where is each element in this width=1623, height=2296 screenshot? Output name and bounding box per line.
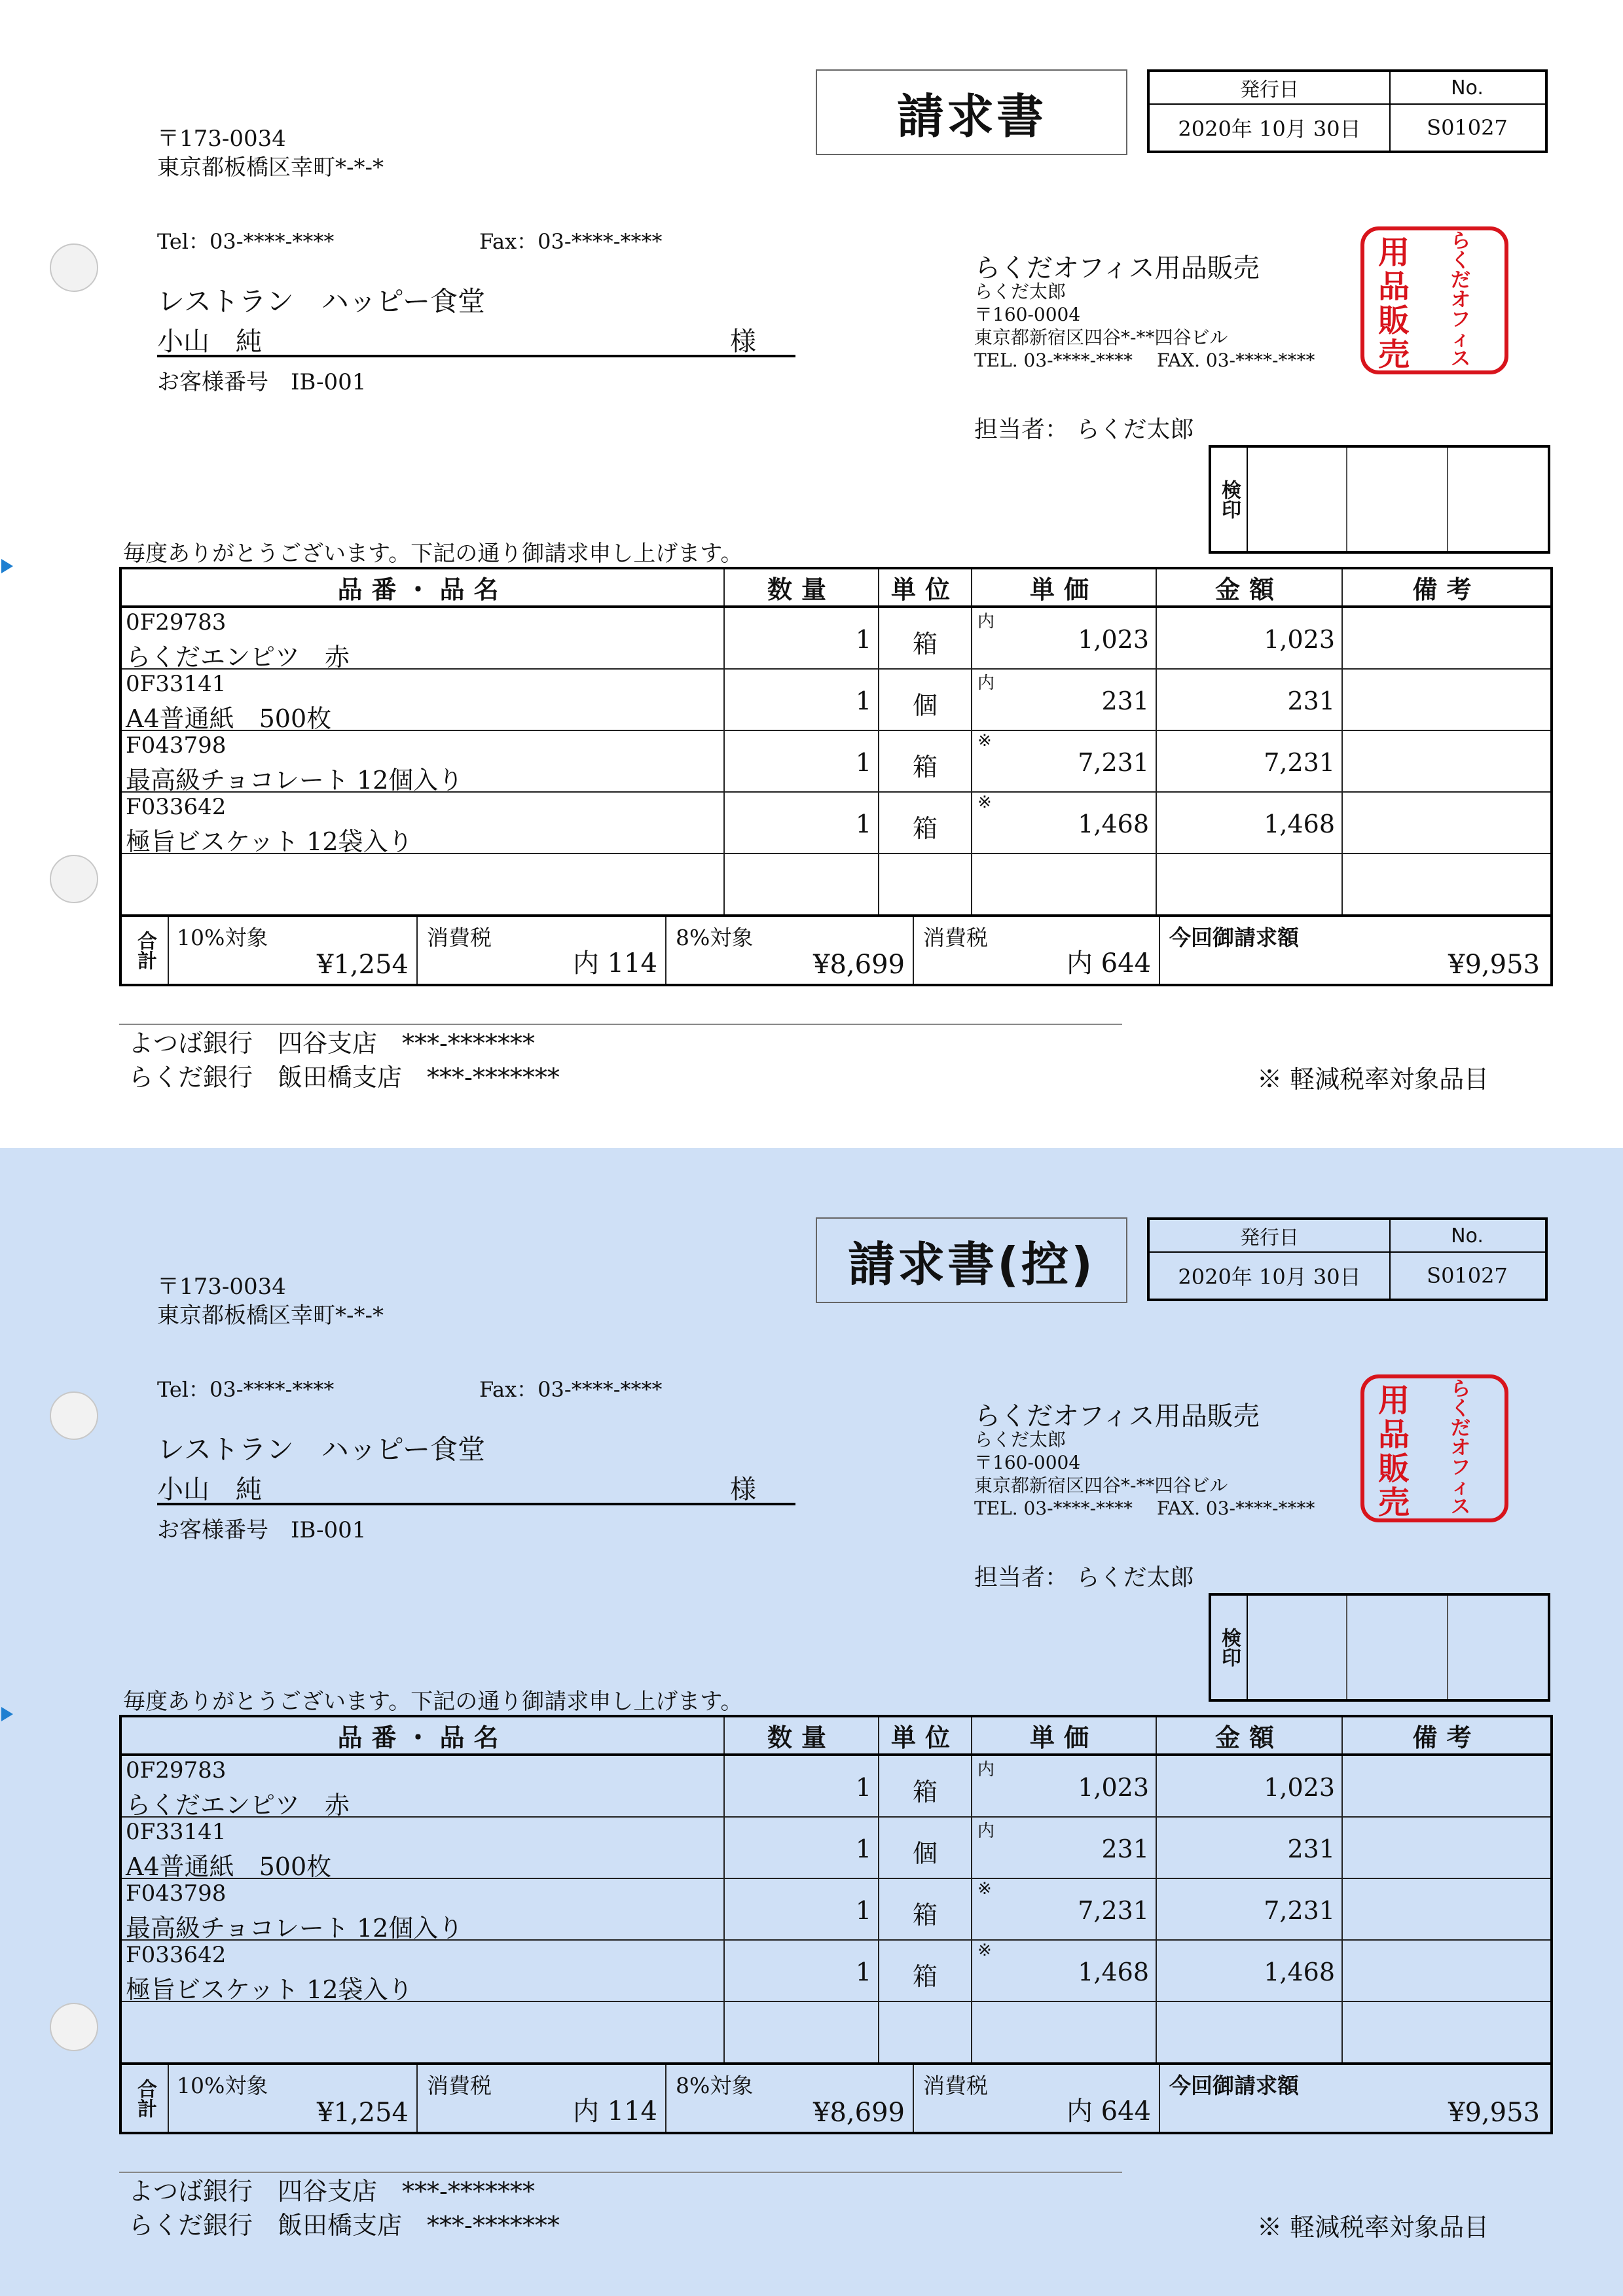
bank-account-2: らくだ銀行 飯田橋支店 ***-*******: [128, 1063, 560, 1092]
item-name: A4普通紙 500枚: [126, 1852, 332, 1881]
tax-mark: ※: [977, 1941, 992, 1960]
bank-divider: [119, 1024, 1122, 1025]
item-price: 7,231: [1078, 1896, 1149, 1925]
greeting-text: 毎度ありがとうございます。下記の通り御請求申し上げます。: [123, 1689, 743, 1715]
tax-2-label: 消費税: [923, 925, 988, 950]
item-code: 0F29783: [126, 609, 227, 636]
item-remarks: [1342, 1878, 1552, 1940]
approval-cell[interactable]: [1347, 448, 1448, 551]
doc-no: S01027: [1427, 1263, 1508, 1288]
col-header-qty: 数量: [724, 1716, 879, 1755]
tax-mark: ※: [977, 1879, 992, 1899]
col-header-unit: 単位: [879, 1716, 972, 1755]
item-amount: 1,023: [1264, 1773, 1335, 1802]
total-10-value: ¥1,254: [317, 2098, 409, 2128]
item-name: 極旨ビスケット 12袋入り: [126, 827, 413, 856]
tax-1-label: 消費税: [427, 2073, 492, 2098]
item-qty: 1: [855, 1958, 871, 1986]
customer-name: 小山 純: [157, 327, 262, 357]
bank-account-1: よつば銀行 四谷支店 ***-*******: [128, 1029, 535, 1058]
invoice-items-table: [119, 1715, 1553, 2134]
bank-account-1: よつば銀行 四谷支店 ***-*******: [128, 2177, 535, 2206]
item-remarks: [1342, 1940, 1552, 2001]
approval-cell[interactable]: [1247, 1596, 1347, 1699]
item-amount: 7,231: [1264, 1896, 1335, 1925]
approval-label: 検印: [1211, 448, 1248, 551]
tax-2-value: 内 644: [1066, 2096, 1151, 2126]
item-remarks: [1342, 607, 1552, 669]
arrow-marker-icon: [1, 1707, 13, 1721]
customer-company: レストラン ハッピー食堂: [157, 1433, 486, 1465]
item-qty: 1: [855, 625, 871, 654]
item-price: 1,023: [1078, 1773, 1149, 1802]
item-name: 最高級チョコレート 12個入り: [126, 766, 464, 795]
issuer-company: らくだオフィス用品販売: [974, 1401, 1260, 1431]
total-8-label: 8%対象: [676, 2073, 754, 2098]
item-remarks: [1342, 1755, 1552, 1817]
item-name: 最高級チョコレート 12個入り: [126, 1914, 464, 1943]
punch-hole-icon: [50, 243, 98, 292]
punch-hole-icon: [50, 1391, 98, 1440]
customer-company: レストラン ハッピー食堂: [157, 285, 486, 317]
item-amount: 231: [1287, 687, 1335, 715]
item-remarks: [1342, 1817, 1552, 1878]
tax-1-label: 消費税: [427, 925, 492, 950]
document-title: 請求書: [816, 69, 1127, 155]
item-name: らくだエンピツ 赤: [126, 643, 350, 672]
table-row: [120, 669, 1552, 730]
item-price: 1,468: [1078, 1958, 1149, 1986]
grand-total-label: 今回御請求額: [1169, 2073, 1299, 2098]
sender-address-block: [157, 124, 384, 182]
totals-label: 合計: [122, 917, 169, 984]
table-row: [120, 1878, 1552, 1940]
tax-2-value: 内 644: [1066, 948, 1151, 978]
tax-2-cell: [914, 917, 1160, 984]
tax-1-value: 内 114: [572, 2096, 657, 2126]
customer-number: お客様番号 IB-001: [157, 369, 367, 395]
bank-accounts: [128, 1026, 560, 1094]
col-header-item: 品番・品名: [120, 568, 724, 607]
item-qty: 1: [855, 748, 871, 777]
total-10-value: ¥1,254: [317, 950, 409, 980]
issue-date-label: 発行日: [1150, 72, 1391, 105]
issuer-address: 東京都新宿区四谷*-**四谷ビル: [974, 327, 1228, 348]
item-name: A4普通紙 500枚: [126, 704, 332, 733]
tax-mark: 内: [977, 673, 995, 693]
table-row: [120, 1817, 1552, 1878]
item-unit: 箱: [912, 753, 938, 781]
issuer-tel-fax: TEL. 03-****-**** FAX. 03-****-****: [974, 350, 1315, 371]
tax-1-cell: [418, 2065, 666, 2132]
grand-total-cell: [1160, 917, 1548, 984]
customer-name-line: [157, 1469, 795, 1505]
doc-no: S01027: [1427, 115, 1508, 140]
col-header-price: 単価: [972, 568, 1156, 607]
col-header-amount: 金額: [1156, 568, 1342, 607]
item-unit: 箱: [912, 1778, 938, 1806]
customer-name: 小山 純: [157, 1475, 262, 1505]
stamp-text-right: ら く だ オ フ ィ ス: [1451, 230, 1470, 370]
bank-accounts: [128, 2174, 560, 2242]
item-amount: 1,468: [1264, 1958, 1335, 1986]
item-qty: 1: [855, 1835, 871, 1863]
issue-date: 2020年 10月 30日: [1150, 1253, 1391, 1299]
col-header-remarks: 備考: [1342, 1716, 1552, 1755]
arrow-marker-icon: [1, 559, 13, 573]
approval-stamp-box: [1209, 445, 1550, 554]
address: 東京都板橋区幸町*-*-*: [157, 154, 384, 181]
item-code: 0F33141: [126, 671, 227, 697]
item-price: 1,468: [1078, 810, 1149, 838]
issuer-person: らくだ太郎: [974, 1429, 1067, 1450]
item-qty: 1: [855, 687, 871, 715]
honorific: 様: [730, 327, 756, 357]
item-code: F043798: [126, 732, 227, 759]
tax-2-cell: [914, 2065, 1160, 2132]
doc-no-label: No.: [1389, 72, 1545, 105]
tel: Tel：03-****-****: [157, 229, 335, 254]
company-seal-stamp: [1360, 226, 1508, 374]
total-10-cell: [168, 917, 418, 984]
stamp-text-left: 用 品 販 売: [1377, 234, 1410, 373]
grand-total-cell: [1160, 2065, 1548, 2132]
issuer-person: らくだ太郎: [974, 281, 1067, 302]
issuer-tel-fax: TEL. 03-****-**** FAX. 03-****-****: [974, 1498, 1315, 1519]
table-row: [120, 1755, 1552, 1817]
total-10-label: 10%対象: [177, 2073, 268, 2098]
col-header-remarks: 備考: [1342, 568, 1552, 607]
reduced-tax-note: ※ 軽減税率対象品目: [1257, 2213, 1489, 2242]
item-price: 231: [1101, 1835, 1149, 1863]
totals-row: [120, 2064, 1552, 2133]
item-remarks: [1342, 792, 1552, 853]
doc-no-label: No.: [1389, 1220, 1545, 1253]
tax-mark: ※: [977, 793, 992, 812]
issue-info-box: [1147, 69, 1548, 153]
approval-cell[interactable]: [1347, 1596, 1448, 1699]
total-8-cell: [666, 2065, 914, 2132]
item-amount: 1,468: [1264, 810, 1335, 838]
item-price: 231: [1101, 687, 1149, 715]
person-in-charge: 担当者： らくだ太郎: [974, 1564, 1194, 1591]
issuer-postal: 〒160-0004: [974, 304, 1081, 325]
tel: Tel：03-****-****: [157, 1377, 335, 1402]
item-code: 0F33141: [126, 1819, 227, 1845]
totals-label: 合計: [122, 2065, 169, 2132]
invoice-copy: [0, 1148, 1623, 2296]
issuer-info: [974, 1428, 1315, 1520]
item-qty: 1: [855, 1773, 871, 1802]
tax-1-cell: [418, 917, 666, 984]
item-amount: 1,023: [1264, 625, 1335, 654]
col-header-amount: 金額: [1156, 1716, 1342, 1755]
greeting-text: 毎度ありがとうございます。下記の通り御請求申し上げます。: [123, 541, 743, 567]
table-row-empty: [120, 2001, 1552, 2064]
col-header-unit: 単位: [879, 568, 972, 607]
honorific: 様: [730, 1475, 756, 1505]
sender-address-block: [157, 1272, 384, 1330]
stamp-text-right: ら く だ オ フ ィ ス: [1451, 1378, 1470, 1518]
approval-stamp-box: [1209, 1593, 1550, 1702]
fax: Fax：03-****-****: [479, 1377, 663, 1402]
tax-1-value: 内 114: [572, 948, 657, 978]
total-8-value: ¥8,699: [813, 950, 905, 980]
item-qty: 1: [855, 810, 871, 838]
col-header-qty: 数量: [724, 568, 879, 607]
item-code: F033642: [126, 794, 227, 820]
approval-cell[interactable]: [1247, 448, 1347, 551]
issue-date-label: 発行日: [1150, 1220, 1391, 1253]
postal-code: 〒173-0034: [157, 126, 286, 152]
item-name: 極旨ビスケット 12袋入り: [126, 1975, 413, 2004]
item-code: F043798: [126, 1880, 227, 1907]
col-header-price: 単価: [972, 1716, 1156, 1755]
item-price: 7,231: [1078, 748, 1149, 777]
bank-account-2: らくだ銀行 飯田橋支店 ***-*******: [128, 2211, 560, 2240]
issuer-address: 東京都新宿区四谷*-**四谷ビル: [974, 1475, 1228, 1496]
item-unit: 個: [912, 1839, 938, 1868]
tax-2-label: 消費税: [923, 2073, 988, 2098]
punch-hole-icon: [50, 855, 98, 903]
col-header-item: 品番・品名: [120, 1716, 724, 1755]
total-10-cell: [168, 2065, 418, 2132]
item-remarks: [1342, 669, 1552, 730]
issue-date: 2020年 10月 30日: [1150, 105, 1391, 151]
total-8-value: ¥8,699: [813, 2098, 905, 2128]
table-row-empty: [120, 853, 1552, 916]
total-10-label: 10%対象: [177, 925, 268, 950]
total-8-cell: [666, 917, 914, 984]
document-title: 請求書(控): [816, 1217, 1127, 1303]
totals-row: [120, 916, 1552, 985]
table-row: [120, 1940, 1552, 2001]
address: 東京都板橋区幸町*-*-*: [157, 1302, 384, 1329]
invoice-items-table: [119, 567, 1553, 986]
item-name: らくだエンピツ 赤: [126, 1791, 350, 1820]
person-in-charge: 担当者： らくだ太郎: [974, 416, 1194, 443]
punch-hole-icon: [50, 2003, 98, 2051]
item-price: 1,023: [1078, 625, 1149, 654]
stamp-text-left: 用 品 販 売: [1377, 1382, 1410, 1521]
tax-mark: 内: [977, 1760, 995, 1780]
reduced-tax-note: ※ 軽減税率対象品目: [1257, 1065, 1489, 1094]
item-qty: 1: [855, 1896, 871, 1925]
tax-mark: 内: [977, 1821, 995, 1841]
fax: Fax：03-****-****: [479, 229, 663, 254]
customer-number: お客様番号 IB-001: [157, 1517, 367, 1543]
grand-total-label: 今回御請求額: [1169, 925, 1299, 950]
item-amount: 7,231: [1264, 748, 1335, 777]
postal-code: 〒173-0034: [157, 1274, 286, 1300]
item-unit: 箱: [912, 814, 938, 843]
item-unit: 箱: [912, 1962, 938, 1991]
item-remarks: [1342, 730, 1552, 792]
grand-total-value: ¥9,953: [1448, 950, 1540, 980]
issue-info-box: [1147, 1217, 1548, 1301]
item-unit: 箱: [912, 1901, 938, 1929]
customer-name-line: [157, 321, 795, 357]
bank-divider: [119, 2172, 1122, 2173]
company-seal-stamp: [1360, 1374, 1508, 1522]
item-code: F033642: [126, 1942, 227, 1968]
grand-total-value: ¥9,953: [1448, 2098, 1540, 2128]
item-unit: 個: [912, 691, 938, 720]
item-unit: 箱: [912, 630, 938, 658]
table-row: [120, 607, 1552, 669]
approval-label: 検印: [1211, 1596, 1248, 1699]
issuer-postal: 〒160-0004: [974, 1452, 1081, 1473]
tax-mark: ※: [977, 731, 992, 751]
table-row: [120, 730, 1552, 792]
total-8-label: 8%対象: [676, 925, 754, 950]
issuer-info: [974, 280, 1315, 372]
tax-mark: 内: [977, 612, 995, 632]
item-amount: 231: [1287, 1835, 1335, 1863]
item-code: 0F29783: [126, 1757, 227, 1784]
table-row: [120, 792, 1552, 853]
issuer-company: らくだオフィス用品販売: [974, 253, 1260, 283]
